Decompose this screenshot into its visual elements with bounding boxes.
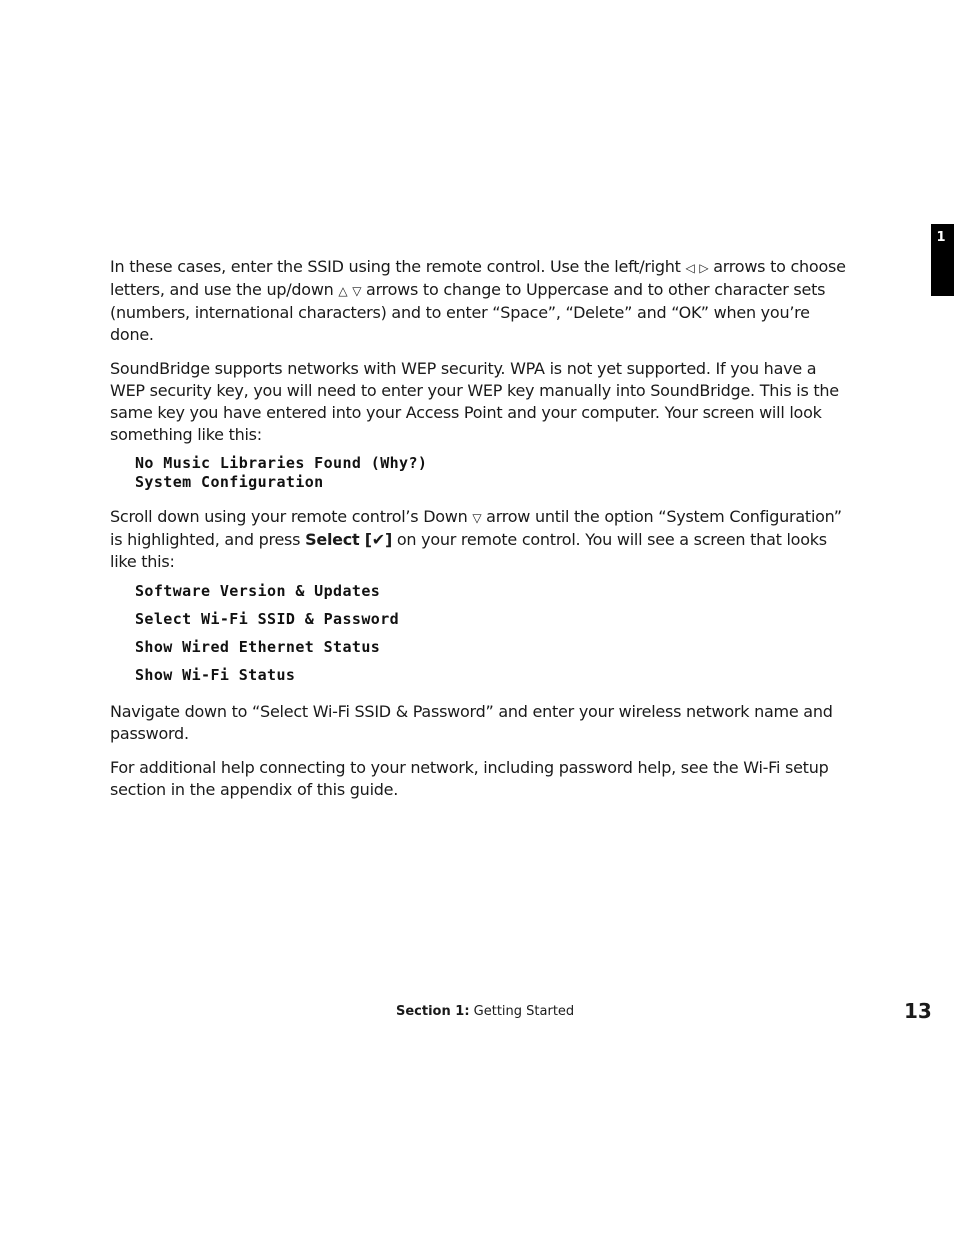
paragraph-text: on your remote control. You will see a screen that looks like this: [110,530,827,571]
section-tab [931,224,954,296]
lcd-screen-main-menu [135,454,846,492]
paragraph-scroll-down [110,506,846,573]
page-number: 13 [904,999,932,1023]
select-button-label: Select [✔] [305,530,393,549]
paragraph-navigate-down: Navigate down to “Select Wi-Fi SSID & Password” and enter your wireless network name and password. [110,702,833,743]
footer-section-label: Section 1: [396,1004,470,1019]
paragraph-text: In these cases, enter the SSID using the remote control. Use the left/right [110,257,686,276]
lcd-line: Software Version & Updates [135,582,381,600]
lcd-line: Show Wi-Fi Status [135,666,296,684]
left-arrow-icon: ◁ [685,261,695,275]
paragraph-wep-security: SoundBridge supports networks with WEP security. WPA is not yet supported. If you have a WEP security key, you will need to enter your WEP key manually into SoundBridge. This is the same key you have entered into your Access Point and your computer. Your screen will look something like this: [110,359,839,444]
paragraph-text: arrows to choose letters, and use the up/down [110,257,846,299]
lcd-line: No Music Libraries Found (Why?) [135,454,428,472]
paragraph-additional-help: For additional help connecting to your network, including password help, see the Wi-Fi setup section in the appendix of this guide. [110,758,829,799]
lcd-line: System Configuration [135,473,324,491]
up-arrow-icon: △ [338,284,348,298]
section-tab-number: 1 [936,230,946,245]
page-footer [0,999,954,1024]
paragraph-text: Scroll down using your remote control’s Down [110,507,473,526]
paragraph-text: arrow until the option “System Configuration” is highlighted, and press [110,507,842,549]
right-arrow-icon: ▷ [699,261,709,275]
lcd-screen-system-config [135,577,846,689]
down-arrow-icon: ▽ [472,511,482,525]
paragraph-text: arrows to change to Uppercase and to other character sets (numbers, international characters) and to enter “Space”, “Delete” and “OK” when you’re done. [110,280,826,344]
page-content [110,256,846,801]
lcd-line: Show Wired Ethernet Status [135,638,381,656]
footer-section-caption [396,1003,574,1021]
paragraph-ssid-entry [110,256,846,346]
lcd-line: Select Wi-Fi SSID & Password [135,610,400,628]
down-arrow-icon: ▽ [352,284,362,298]
footer-section-title: Getting Started [473,1004,575,1019]
